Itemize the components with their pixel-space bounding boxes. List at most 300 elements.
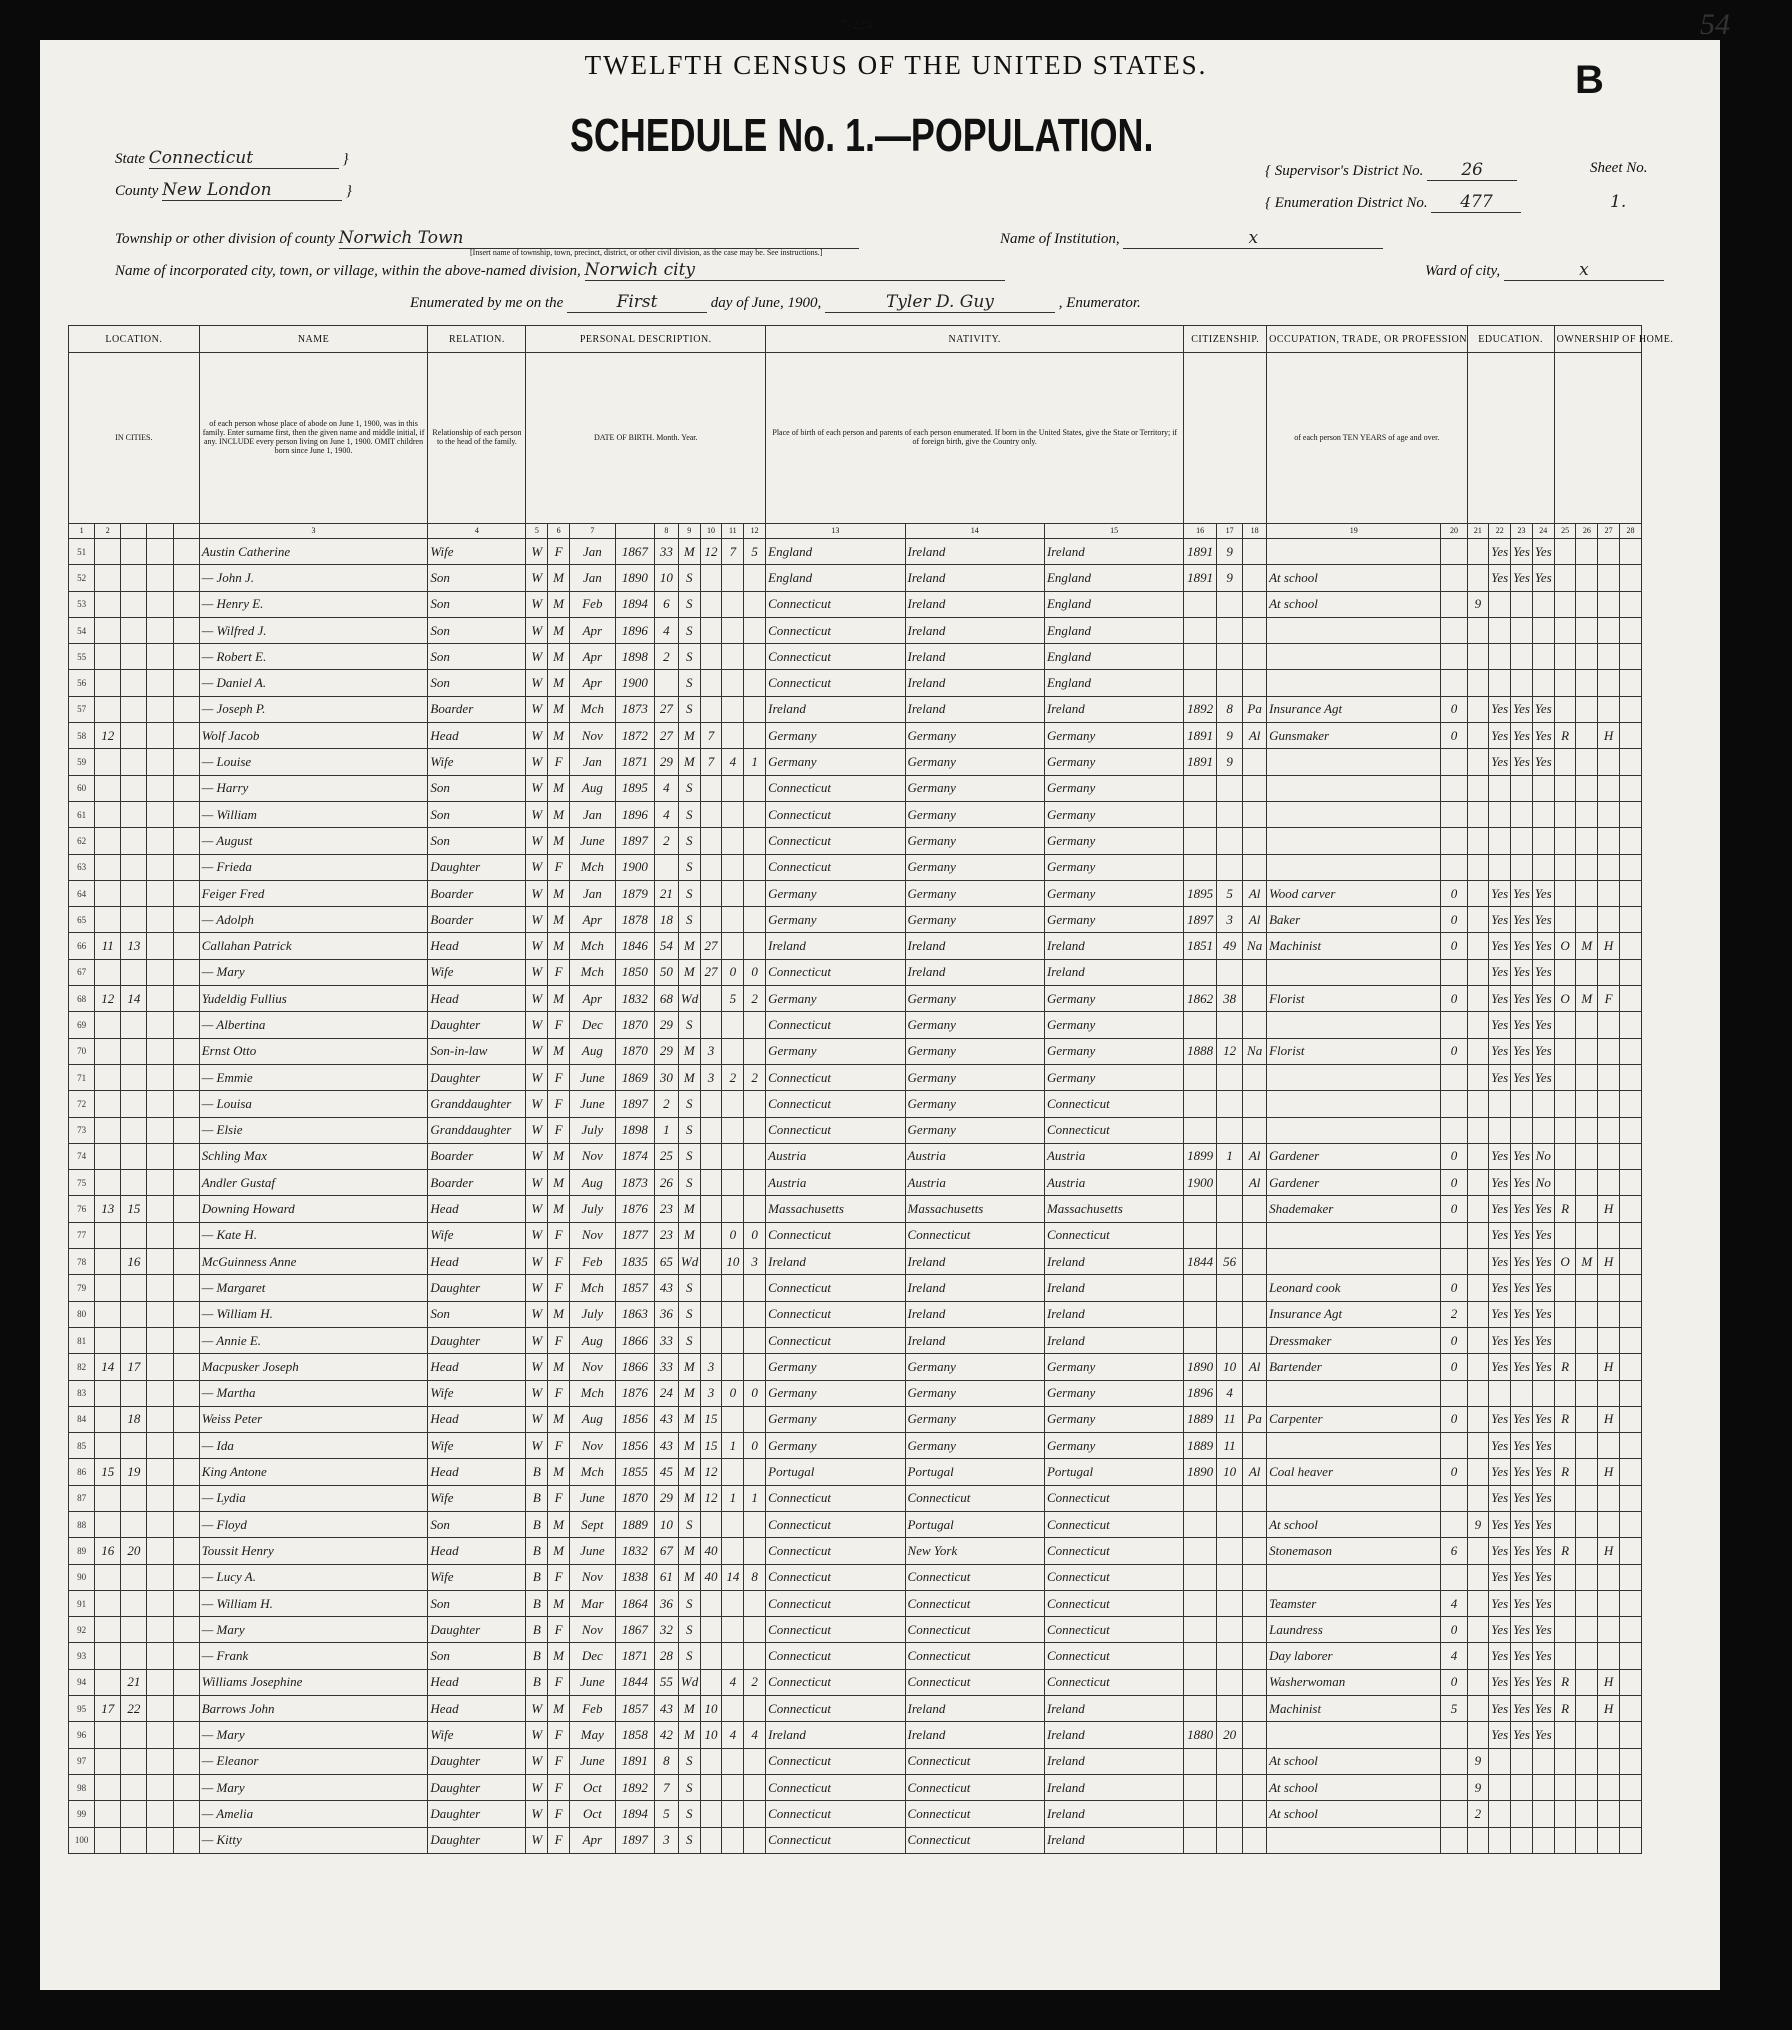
empty-cell: [173, 1590, 199, 1616]
cell-own: [1554, 959, 1576, 985]
cell-marital: S: [678, 1511, 700, 1537]
cell-rel: Head: [428, 1406, 526, 1432]
cell-write: Yes: [1511, 1669, 1533, 1695]
cell-immig: [1184, 617, 1217, 643]
cell-yrs: 15: [700, 1406, 722, 1432]
cell-rel: Son: [428, 565, 526, 591]
cell-immig: 1892: [1184, 696, 1217, 722]
cell-name: — Eleanor: [199, 1748, 428, 1774]
cell-own: R: [1554, 1354, 1576, 1380]
column-number: 12: [744, 524, 766, 539]
empty-cell: [147, 801, 173, 827]
cell-month: June: [569, 1669, 615, 1695]
cell-sex: F: [548, 1117, 570, 1143]
cell-father: Germany: [905, 907, 1044, 933]
cell-living: 2: [744, 1669, 766, 1695]
empty-cell: [173, 1275, 199, 1301]
cell-yrsus: 1: [1217, 1143, 1243, 1169]
cell-eng: [1532, 775, 1554, 801]
cell-marital: S: [678, 1327, 700, 1353]
cell-yrsus: [1217, 1538, 1243, 1564]
cell-immig: [1184, 1275, 1217, 1301]
cell-mo: [1441, 1774, 1467, 1800]
group-citizenship: CITIZENSHIP.: [1184, 326, 1267, 353]
cell-marital: S: [678, 1091, 700, 1117]
cell-farm: [1598, 1117, 1620, 1143]
cell-mo: 4: [1441, 1590, 1467, 1616]
cell-living: 1: [744, 1485, 766, 1511]
cell-yrsus: [1217, 801, 1243, 827]
cell-yrs: 10: [700, 1696, 722, 1722]
cell-nat: [1243, 986, 1267, 1012]
cell-mother: Connecticut: [1044, 1643, 1183, 1669]
cell-write: Yes: [1511, 1538, 1533, 1564]
empty-cell: [1620, 1117, 1642, 1143]
cell-mo: [1441, 749, 1467, 775]
cell-marital: S: [678, 1143, 700, 1169]
table-row: [69, 644, 1642, 670]
cell-dwell: [95, 801, 121, 827]
cell-line: 81: [69, 1327, 95, 1353]
cell-yrsus: [1217, 670, 1243, 696]
cell-line: 93: [69, 1643, 95, 1669]
cell-living: [744, 933, 766, 959]
cell-immig: [1184, 854, 1217, 880]
cell-fam: [121, 1064, 147, 1090]
cell-year: 1866: [615, 1327, 654, 1353]
cell-write: [1511, 1801, 1533, 1827]
cell-sex: F: [548, 1433, 570, 1459]
cell-yrsus: [1217, 1301, 1243, 1327]
cell-color: W: [526, 933, 548, 959]
cell-year: 1898: [615, 644, 654, 670]
cell-occ: Day laborer: [1267, 1643, 1441, 1669]
cell-write: Yes: [1511, 1511, 1533, 1537]
cell-line: 86: [69, 1459, 95, 1485]
cell-living: [744, 591, 766, 617]
empty-cell: [173, 1801, 199, 1827]
cell-mort: M: [1576, 986, 1598, 1012]
cell-farm: [1598, 1485, 1620, 1511]
empty-cell: [1620, 1827, 1642, 1853]
cell-line: 75: [69, 1170, 95, 1196]
cell-father: Ireland: [905, 1327, 1044, 1353]
cell-year: 1891: [615, 1748, 654, 1774]
cell-yrs: [700, 696, 722, 722]
table-row: [69, 1827, 1642, 1853]
table-row: [69, 1091, 1642, 1117]
empty-cell: [173, 1327, 199, 1353]
cell-line: 66: [69, 933, 95, 959]
cell-line: 53: [69, 591, 95, 617]
cell-occ: At school: [1267, 1801, 1441, 1827]
cell-occ: [1267, 1222, 1441, 1248]
cell-dwell: [95, 617, 121, 643]
cell-year: 1870: [615, 1012, 654, 1038]
cell-nat: Al: [1243, 1170, 1267, 1196]
cell-year: 1844: [615, 1669, 654, 1695]
cell-occ: [1267, 1117, 1441, 1143]
cell-marital: M: [678, 1696, 700, 1722]
cell-occ: [1267, 539, 1441, 565]
cell-farm: [1598, 1275, 1620, 1301]
cell-pob: England: [766, 539, 905, 565]
cell-living: 0: [744, 1380, 766, 1406]
cell-eng: No: [1532, 1143, 1554, 1169]
occupation-desc: of each person TEN YEARS of age and over.: [1267, 353, 1467, 524]
empty-cell: [147, 644, 173, 670]
empty-cell: [1620, 1380, 1642, 1406]
column-number: 27: [1598, 524, 1620, 539]
cell-color: W: [526, 1170, 548, 1196]
cell-farm: [1598, 1064, 1620, 1090]
cell-color: W: [526, 1012, 548, 1038]
cell-sex: M: [548, 1538, 570, 1564]
empty-cell: [147, 1564, 173, 1590]
cell-sex: F: [548, 1064, 570, 1090]
cell-name: Austin Catherine: [199, 539, 428, 565]
empty-cell: [1620, 1012, 1642, 1038]
cell-line: 94: [69, 1669, 95, 1695]
cell-read: Yes: [1489, 907, 1511, 933]
cell-age: 33: [654, 1354, 678, 1380]
cell-eng: [1532, 1380, 1554, 1406]
empty-cell: [173, 1380, 199, 1406]
cell-mo: [1441, 1564, 1467, 1590]
cell-occ: Stonemason: [1267, 1538, 1441, 1564]
cell-color: W: [526, 986, 548, 1012]
cell-age: 29: [654, 1038, 678, 1064]
table-row: [69, 933, 1642, 959]
cell-father: Ireland: [905, 670, 1044, 696]
cell-born: [722, 1643, 744, 1669]
cell-eng: Yes: [1532, 1722, 1554, 1748]
cell-father: Ireland: [905, 644, 1044, 670]
cell-pob: Connecticut: [766, 1748, 905, 1774]
cell-eng: Yes: [1532, 1406, 1554, 1432]
cell-month: Aug: [569, 1327, 615, 1353]
cell-age: 36: [654, 1301, 678, 1327]
table-row: [69, 907, 1642, 933]
table-row: [69, 1170, 1642, 1196]
empty-cell: [173, 1669, 199, 1695]
table-row: [69, 1459, 1642, 1485]
empty-cell: [173, 723, 199, 749]
cell-fam: [121, 591, 147, 617]
cell-year: 1897: [615, 828, 654, 854]
cell-read: Yes: [1489, 1433, 1511, 1459]
cell-immig: 1891: [1184, 565, 1217, 591]
cell-mort: [1576, 1722, 1598, 1748]
cell-line: 64: [69, 880, 95, 906]
cell-nat: [1243, 1327, 1267, 1353]
group-relation: RELATION.: [428, 326, 526, 353]
cell-school: [1467, 828, 1489, 854]
empty-cell: [173, 670, 199, 696]
cell-sex: M: [548, 723, 570, 749]
enumerated-field: Enumerated by me on the First day of June, 1900, Tyler D. Guy , Enumerator.: [410, 292, 1141, 312]
cell-school: [1467, 1669, 1489, 1695]
cell-age: 10: [654, 565, 678, 591]
cell-mother: Germany: [1044, 1064, 1183, 1090]
column-number: [121, 524, 147, 539]
cell-mo: 4: [1441, 1643, 1467, 1669]
cell-born: 0: [722, 959, 744, 985]
cell-born: [722, 801, 744, 827]
cell-mort: [1576, 1406, 1598, 1432]
cell-mort: [1576, 1222, 1598, 1248]
cell-born: [722, 1538, 744, 1564]
cell-marital: S: [678, 1117, 700, 1143]
cell-nat: [1243, 1091, 1267, 1117]
cell-write: Yes: [1511, 1696, 1533, 1722]
table-row: [69, 696, 1642, 722]
table-row: [69, 1538, 1642, 1564]
cell-line: 51: [69, 539, 95, 565]
cell-name: — Robert E.: [199, 644, 428, 670]
cell-immig: [1184, 1748, 1217, 1774]
cell-color: W: [526, 959, 548, 985]
empty-cell: [173, 1617, 199, 1643]
cell-read: [1489, 1827, 1511, 1853]
cell-eng: Yes: [1532, 1327, 1554, 1353]
empty-cell: [173, 880, 199, 906]
cell-farm: [1598, 1827, 1620, 1853]
cell-line: 54: [69, 617, 95, 643]
citizenship-desc: [1184, 353, 1267, 524]
cell-read: Yes: [1489, 1143, 1511, 1169]
empty-cell: [147, 1301, 173, 1327]
cell-nat: [1243, 539, 1267, 565]
cell-pob: Germany: [766, 880, 905, 906]
cell-year: 1894: [615, 1801, 654, 1827]
cell-eng: Yes: [1532, 723, 1554, 749]
cell-year: 1871: [615, 749, 654, 775]
cell-eng: Yes: [1532, 986, 1554, 1012]
cell-living: [744, 775, 766, 801]
cell-farm: [1598, 696, 1620, 722]
empty-cell: [1620, 828, 1642, 854]
cell-age: 28: [654, 1643, 678, 1669]
cell-line: 99: [69, 1801, 95, 1827]
cell-born: [722, 1748, 744, 1774]
cell-mo: 0: [1441, 1170, 1467, 1196]
cell-eng: Yes: [1532, 1617, 1554, 1643]
cell-dwell: [95, 1091, 121, 1117]
cell-dwell: [95, 854, 121, 880]
cell-color: W: [526, 1196, 548, 1222]
cell-own: [1554, 617, 1576, 643]
cell-occ: [1267, 959, 1441, 985]
cell-occ: At school: [1267, 565, 1441, 591]
cell-school: [1467, 565, 1489, 591]
cell-mort: [1576, 1774, 1598, 1800]
column-number: 14: [905, 524, 1044, 539]
cell-born: 0: [722, 1380, 744, 1406]
cell-pob: Connecticut: [766, 1275, 905, 1301]
cell-farm: [1598, 565, 1620, 591]
table-row: [69, 959, 1642, 985]
cell-school: [1467, 617, 1489, 643]
cell-pob: Connecticut: [766, 854, 905, 880]
cell-name: — Mary: [199, 1617, 428, 1643]
cell-rel: Wife: [428, 539, 526, 565]
column-number: 23: [1511, 524, 1533, 539]
cell-dwell: [95, 565, 121, 591]
empty-cell: [147, 1590, 173, 1616]
cell-yrs: 3: [700, 1064, 722, 1090]
cell-farm: [1598, 775, 1620, 801]
cell-color: W: [526, 1801, 548, 1827]
cell-nat: [1243, 591, 1267, 617]
cell-pob: Germany: [766, 1406, 905, 1432]
cell-yrsus: [1217, 1801, 1243, 1827]
cell-write: [1511, 1091, 1533, 1117]
cell-mother: Austria: [1044, 1170, 1183, 1196]
cell-yrs: 27: [700, 933, 722, 959]
empty-cell: [1620, 1722, 1642, 1748]
cell-age: 36: [654, 1590, 678, 1616]
cell-living: [744, 723, 766, 749]
cell-month: Aug: [569, 1170, 615, 1196]
table-row: [69, 1590, 1642, 1616]
cell-color: B: [526, 1511, 548, 1537]
cell-month: Jan: [569, 749, 615, 775]
cell-read: Yes: [1489, 959, 1511, 985]
cell-occ: [1267, 749, 1441, 775]
cell-yrsus: 5: [1217, 880, 1243, 906]
cell-mo: [1441, 1485, 1467, 1511]
cell-line: 97: [69, 1748, 95, 1774]
cell-own: [1554, 1301, 1576, 1327]
ward-field: Ward of city, x: [1425, 260, 1664, 281]
cell-pob: Germany: [766, 1380, 905, 1406]
cell-mother: Ireland: [1044, 1748, 1183, 1774]
cell-write: Yes: [1511, 1722, 1533, 1748]
cell-month: Apr: [569, 907, 615, 933]
table-row: [69, 723, 1642, 749]
cell-occ: [1267, 775, 1441, 801]
empty-cell: [173, 1301, 199, 1327]
cell-immig: [1184, 801, 1217, 827]
cell-yrsus: [1217, 1511, 1243, 1537]
cell-school: [1467, 933, 1489, 959]
column-number: 7: [569, 524, 615, 539]
cell-rel: Boarder: [428, 907, 526, 933]
cell-mother: Ireland: [1044, 696, 1183, 722]
cell-read: Yes: [1489, 1485, 1511, 1511]
cell-mo: [1441, 539, 1467, 565]
cell-line: 96: [69, 1722, 95, 1748]
cell-dwell: [95, 1722, 121, 1748]
cell-mother: Ireland: [1044, 1249, 1183, 1275]
cell-nat: [1243, 1433, 1267, 1459]
cell-month: Feb: [569, 1696, 615, 1722]
empty-cell: [1620, 933, 1642, 959]
cell-month: Nov: [569, 1222, 615, 1248]
cell-read: Yes: [1489, 1275, 1511, 1301]
cell-living: 4: [744, 1722, 766, 1748]
cell-age: [654, 670, 678, 696]
cell-farm: [1598, 1222, 1620, 1248]
empty-cell: [147, 1459, 173, 1485]
cell-sex: M: [548, 1459, 570, 1485]
table-row: [69, 617, 1642, 643]
cell-yrs: 3: [700, 1354, 722, 1380]
cell-eng: [1532, 1774, 1554, 1800]
cell-mo: 0: [1441, 1406, 1467, 1432]
cell-school: [1467, 1380, 1489, 1406]
cell-month: Nov: [569, 1564, 615, 1590]
cell-father: Ireland: [905, 591, 1044, 617]
cell-yrsus: [1217, 1748, 1243, 1774]
cell-name: Andler Gustaf: [199, 1170, 428, 1196]
cell-read: Yes: [1489, 1669, 1511, 1695]
cell-name: — Ida: [199, 1433, 428, 1459]
cell-pob: Germany: [766, 986, 905, 1012]
table-row: [69, 1012, 1642, 1038]
cell-name: — Harry: [199, 775, 428, 801]
cell-occ: At school: [1267, 591, 1441, 617]
cell-sex: M: [548, 1590, 570, 1616]
cell-dwell: 12: [95, 986, 121, 1012]
cell-month: Mch: [569, 933, 615, 959]
table-row: [69, 1774, 1642, 1800]
cell-born: [722, 1091, 744, 1117]
cell-school: [1467, 880, 1489, 906]
cell-month: June: [569, 1748, 615, 1774]
cell-mo: [1441, 1511, 1467, 1537]
cell-read: Yes: [1489, 880, 1511, 906]
cell-name: Callahan Patrick: [199, 933, 428, 959]
cell-mother: Germany: [1044, 775, 1183, 801]
cell-line: 65: [69, 907, 95, 933]
cell-yrsus: [1217, 1643, 1243, 1669]
cell-school: [1467, 1275, 1489, 1301]
cell-dwell: 13: [95, 1196, 121, 1222]
cell-school: 9: [1467, 1748, 1489, 1774]
cell-line: 92: [69, 1617, 95, 1643]
cell-yrs: [700, 1275, 722, 1301]
group-ownership: OWNERSHIP OF HOME.: [1554, 326, 1641, 353]
cell-yrs: 3: [700, 1380, 722, 1406]
table-row: [69, 1617, 1642, 1643]
cell-occ: [1267, 1064, 1441, 1090]
cell-read: Yes: [1489, 1564, 1511, 1590]
cell-eng: Yes: [1532, 880, 1554, 906]
cell-father: Connecticut: [905, 1564, 1044, 1590]
cell-mo: 0: [1441, 1327, 1467, 1353]
cell-immig: [1184, 1669, 1217, 1695]
cell-school: [1467, 1091, 1489, 1117]
cell-yrs: [700, 1091, 722, 1117]
cell-sex: M: [548, 670, 570, 696]
cell-immig: 1899: [1184, 1143, 1217, 1169]
cell-fam: 15: [121, 1196, 147, 1222]
cell-yrs: 10: [700, 1722, 722, 1748]
cell-dwell: [95, 1249, 121, 1275]
cell-living: [744, 1406, 766, 1432]
cell-own: [1554, 1170, 1576, 1196]
cell-dwell: [95, 591, 121, 617]
cell-line: 90: [69, 1564, 95, 1590]
cell-year: 1864: [615, 1590, 654, 1616]
empty-cell: [147, 1748, 173, 1774]
cell-year: 1869: [615, 1064, 654, 1090]
cell-read: Yes: [1489, 696, 1511, 722]
cell-living: [744, 565, 766, 591]
empty-cell: [147, 1327, 173, 1353]
